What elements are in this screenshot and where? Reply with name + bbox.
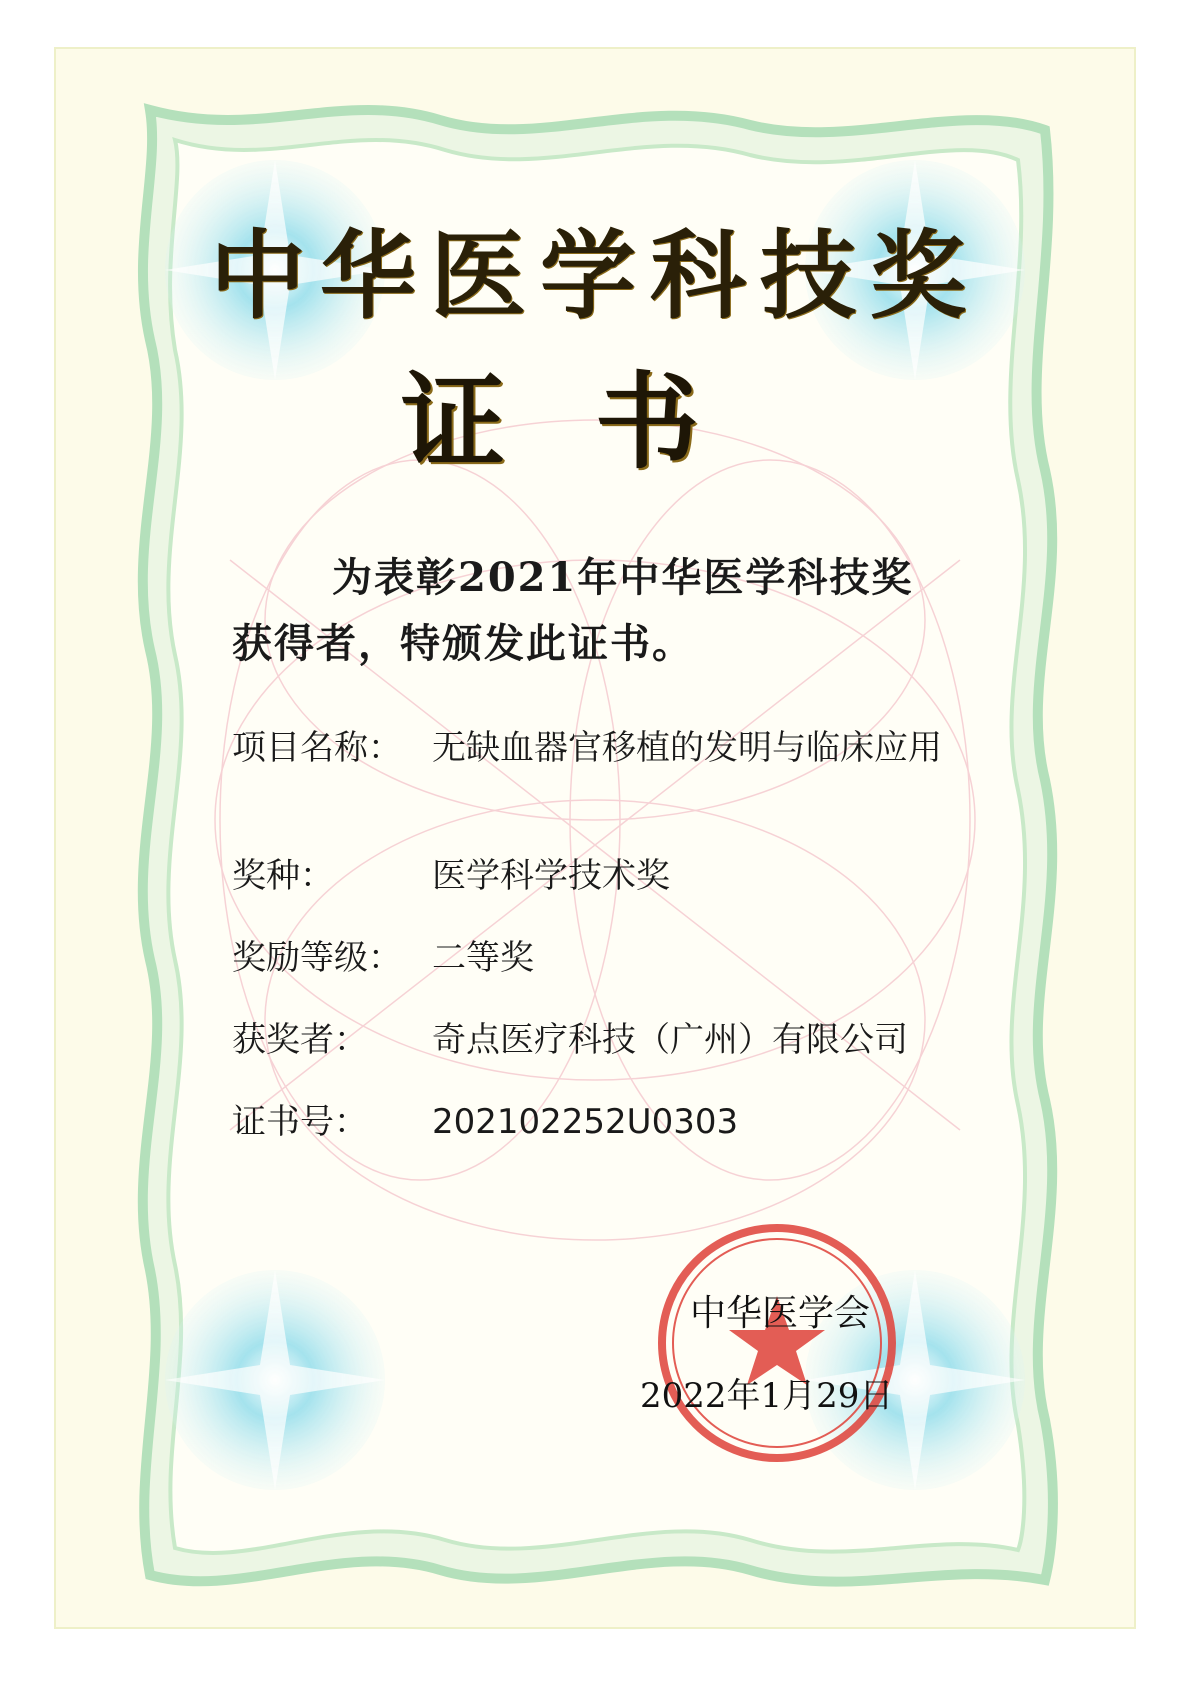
certificate-title: 中华医学科技奖	[210, 219, 980, 332]
cert-no-value: 202102252U0303	[432, 1102, 739, 1142]
intro-line-2: 获得者，特颁发此证书。	[232, 620, 694, 667]
project-label: 项目名称：	[232, 728, 402, 768]
winner-label: 获奖者：	[232, 1020, 368, 1060]
certificate-intro	[232, 545, 992, 677]
cert-no-label: 证书号：	[232, 1102, 368, 1142]
level-label: 奖励等级：	[232, 938, 402, 978]
level-value: 二等奖	[432, 938, 534, 978]
intro-line-1: 为表彰2021年中华医学科技奖	[332, 554, 914, 601]
category-label: 奖种：	[232, 856, 334, 896]
official-seal	[652, 1218, 902, 1468]
issuer-name: 中华医学会	[690, 1293, 871, 1334]
project-value: 无缺血器官移植的发明与临床应用	[432, 728, 942, 768]
winner-value: 奇点医疗科技（广州）有限公司	[432, 1020, 908, 1060]
certificate-subtitle: 证书	[400, 361, 789, 483]
issue-date: 2022年1月29日	[640, 1376, 894, 1416]
category-value: 医学科学技术奖	[432, 856, 670, 896]
rosette-bottom-left	[165, 1270, 385, 1490]
